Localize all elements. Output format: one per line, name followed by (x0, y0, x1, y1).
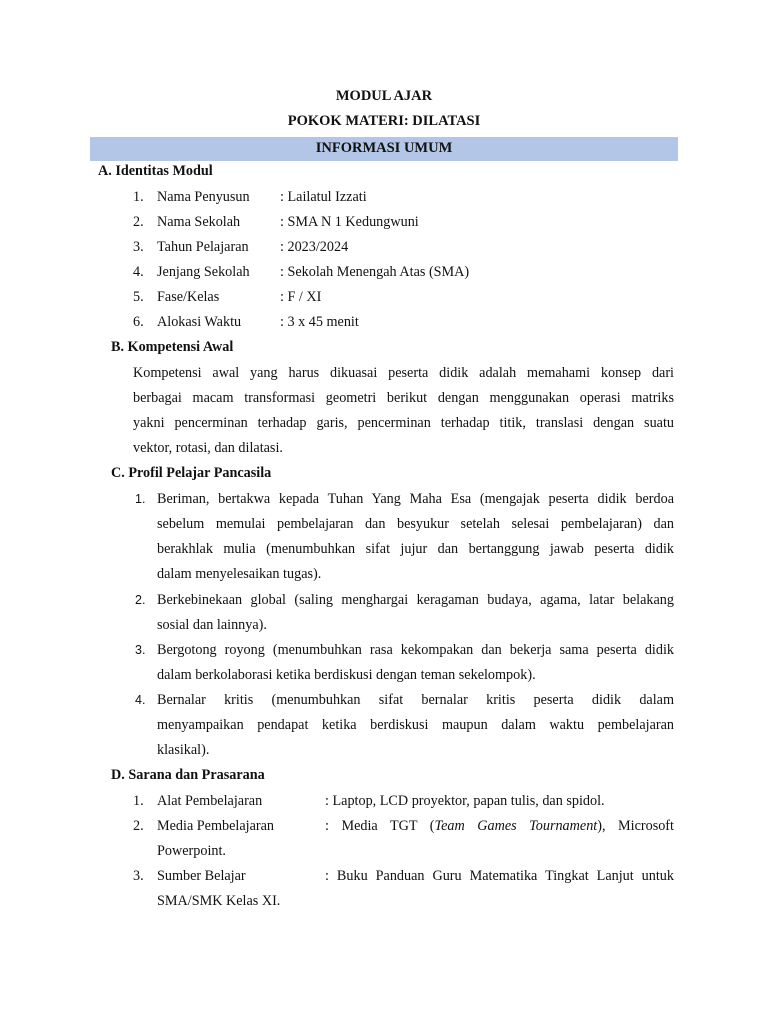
sarana-value: : Buku Panduan Guru Matematika Tingkat Lanjut untuk (325, 868, 674, 884)
sarana-value-suffix: ), Microsoft (597, 818, 674, 834)
identitas-label: Nama Sekolah (157, 214, 241, 230)
section-d-heading: D. Sarana dan Prasarana (111, 767, 265, 783)
identitas-num: 4. (133, 264, 144, 280)
section-c-heading: C. Profil Pelajar Pancasila (111, 465, 272, 481)
identitas-num: 5. (133, 289, 144, 305)
sarana-value-italic: Team Games Tournament (434, 818, 598, 834)
identitas-num: 2. (133, 214, 144, 230)
list-line: Bergotong royong (menumbuhkan rasa kekompakan dan bekerja sama peserta didik (157, 642, 674, 658)
document-subtitle: POKOK MATERI: DILATASI (287, 113, 481, 129)
paragraph-line: vektor, rotasi, dan dilatasi. (133, 440, 283, 456)
sarana-value-continued: Powerpoint. (157, 843, 226, 859)
list-line: berakhlak mulia (menumbuhkan sifat jujur dan bertanggung jawab peserta didik (157, 541, 674, 557)
identitas-label: Fase/Kelas (157, 289, 220, 305)
paragraph-line: yakni pencerminan terhadap garis, pencerminan terhadap titik, translasi dengan suatu (133, 415, 674, 431)
sarana-value-continued: SMA/SMK Kelas XI. (157, 893, 281, 909)
list-line: Bernalar kritis (menumbuhkan sifat bernalar kritis peserta didik dalam (157, 692, 674, 708)
list-number: 4. (135, 693, 146, 707)
identitas-label: Jenjang Sekolah (157, 264, 250, 280)
identitas-num: 6. (133, 314, 144, 330)
identitas-num: 3. (133, 239, 144, 255)
list-number: 3. (135, 643, 146, 657)
list-line: sebelum memulai pembelajaran dan besyukur setelah selesai pembelajaran) dan (157, 516, 674, 532)
list-number: 2. (135, 593, 146, 607)
identitas-value: : Sekolah Menengah Atas (SMA) (280, 264, 470, 280)
paragraph-line: Kompetensi awal yang harus dikuasai peserta didik adalah memahami konsep dari (133, 365, 674, 381)
document-title: MODUL AJAR (335, 88, 433, 104)
sarana-value-prefix: : Media TGT ( (325, 818, 435, 834)
list-line: klasikal). (157, 742, 210, 758)
sarana-label: Alat Pembelajaran (157, 793, 263, 809)
section-a-heading: A. Identitas Modul (98, 163, 213, 179)
identitas-label: Nama Penyusun (157, 189, 250, 205)
sarana-value: : Laptop, LCD proyektor, papan tulis, dan spidol. (325, 793, 605, 809)
sarana-label: Media Pembelajaran (157, 818, 274, 834)
sarana-num: 3. (133, 868, 144, 884)
list-line: Beriman, bertakwa kepada Tuhan Yang Maha Esa (mengajak peserta didik berdoa (157, 491, 674, 507)
identitas-label: Tahun Pelajaran (157, 239, 249, 255)
sarana-num: 2. (133, 818, 144, 834)
list-line: menyampaikan pendapat ketika berdiskusi maupun dalam waktu pembelajaran (157, 717, 674, 733)
identitas-value: : SMA N 1 Kedungwuni (280, 214, 419, 230)
section-bar-label: INFORMASI UMUM (315, 140, 453, 156)
section-b-heading: B. Kompetensi Awal (111, 339, 234, 355)
identitas-value: : 3 x 45 menit (280, 314, 359, 330)
section-bar (90, 137, 678, 161)
identitas-value: : Lailatul Izzati (280, 189, 367, 205)
list-line: Berkebinekaan global (saling menghargai keragaman budaya, agama, latar belakang (157, 592, 674, 608)
sarana-value (325, 818, 674, 835)
identitas-label: Alokasi Waktu (157, 314, 242, 330)
sarana-num: 1. (133, 793, 144, 809)
list-number: 1. (135, 492, 146, 506)
sarana-label: Sumber Belajar (157, 868, 246, 884)
list-line: dalam berkolaborasi ketika berdiskusi dengan teman sekelompok). (157, 667, 536, 683)
paragraph-line: berbagai macam transformasi geometri berikut dengan menggunakan operasi matriks (133, 390, 674, 406)
identitas-value: : F / XI (280, 289, 322, 305)
list-line: dalam menyelesaikan tugas). (157, 566, 322, 582)
identitas-num: 1. (133, 189, 144, 205)
list-line: sosial dan lainnya). (157, 617, 267, 633)
identitas-value: : 2023/2024 (280, 239, 349, 255)
